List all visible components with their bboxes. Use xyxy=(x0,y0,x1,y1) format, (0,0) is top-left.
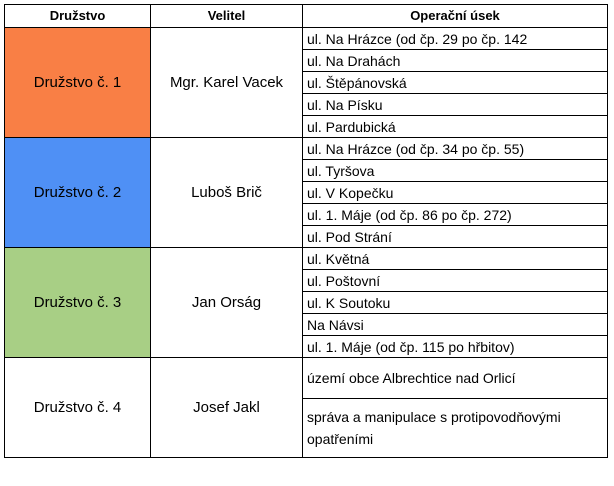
commander-cell: Mgr. Karel Vacek xyxy=(151,28,303,138)
area-cell: ul. 1. Máje (od čp. 86 po čp. 272) xyxy=(303,204,608,226)
commander-cell: Josef Jakl xyxy=(151,358,303,458)
area-cell: ul. Na Hrázce (od čp. 34 po čp. 55) xyxy=(303,138,608,160)
area-cell: ul. Štěpánovská xyxy=(303,72,608,94)
group-name-cell: Družstvo č. 4 xyxy=(5,358,151,458)
table-row xyxy=(5,28,608,50)
header-operacni-usek: Operační úsek xyxy=(303,5,608,28)
area-cell: ul. K Soutoku xyxy=(303,292,608,314)
area-cell: ul. Na Písku xyxy=(303,94,608,116)
assignment-table xyxy=(4,4,608,458)
area-cell: ul. Květná xyxy=(303,248,608,270)
table-body xyxy=(5,28,608,458)
area-cell: ul. V Kopečku xyxy=(303,182,608,204)
area-cell: ul. Na Hrázce (od čp. 29 po čp. 142 xyxy=(303,28,608,50)
area-cell: Na Návsi xyxy=(303,314,608,336)
header-row xyxy=(5,5,608,28)
area-cell: ul. Tyršova xyxy=(303,160,608,182)
header-druzstvo: Družstvo xyxy=(5,5,151,28)
area-cell: správa a manipulace s protipovodňovými opatřeními xyxy=(303,399,608,458)
area-cell: ul. Na Drahách xyxy=(303,50,608,72)
area-cell: ul. 1. Máje (od čp. 115 po hřbitov) xyxy=(303,336,608,358)
area-cell: ul. Poštovní xyxy=(303,270,608,292)
table-row xyxy=(5,248,608,270)
group-name-cell: Družstvo č. 2 xyxy=(5,138,151,248)
table-row xyxy=(5,358,608,399)
area-cell: ul. Pod Strání xyxy=(303,226,608,248)
group-name-cell: Družstvo č. 3 xyxy=(5,248,151,358)
commander-cell: Luboš Brič xyxy=(151,138,303,248)
area-cell: ul. Pardubická xyxy=(303,116,608,138)
commander-cell: Jan Orság xyxy=(151,248,303,358)
area-cell: území obce Albrechtice nad Orlicí xyxy=(303,358,608,399)
table-row xyxy=(5,138,608,160)
table-container xyxy=(4,4,608,458)
group-name-cell: Družstvo č. 1 xyxy=(5,28,151,138)
header-velitel: Velitel xyxy=(151,5,303,28)
